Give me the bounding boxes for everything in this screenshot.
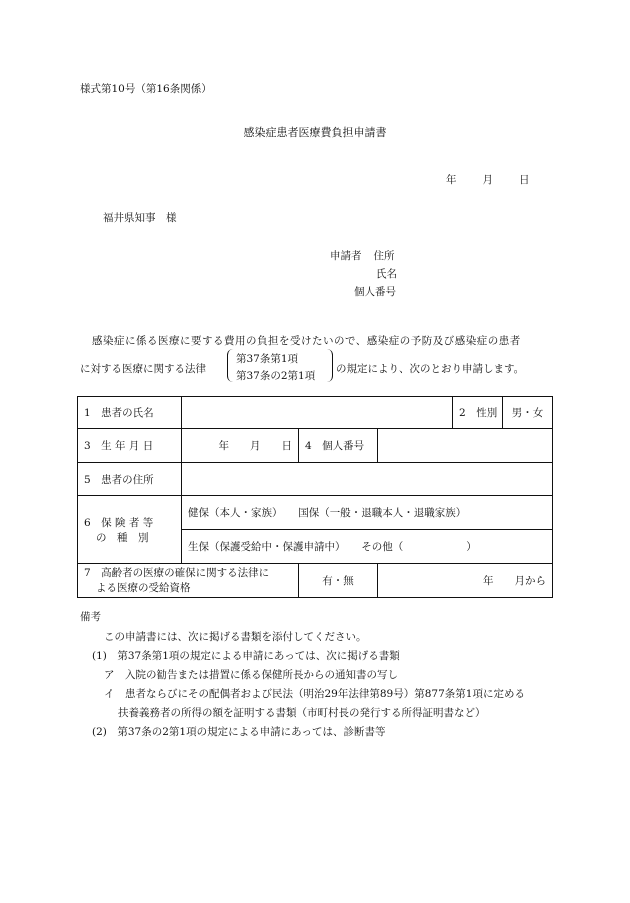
- notes-heading: 備考: [80, 611, 101, 623]
- dob-label: 3 生 年 月 日: [78, 429, 182, 463]
- patient-address-label: 5 患者の住所: [78, 463, 182, 496]
- personal-number-label: 4 個人番号: [299, 429, 378, 463]
- notes-item-1a: ア 入院の勧告または措置に係る保健所長からの通知書の写し: [104, 669, 398, 681]
- date-month: 月: [482, 174, 493, 186]
- personal-number-field[interactable]: [378, 429, 553, 463]
- application-table: [77, 396, 553, 598]
- elderly-care-label-line1: 7 高齢者の医療の確保に関する法律に: [84, 566, 270, 579]
- eligibility-from-date[interactable]: 年 月から: [378, 564, 553, 598]
- sex-choice[interactable]: 男・女: [503, 397, 553, 429]
- eligibility-choice[interactable]: 有・無: [299, 564, 378, 598]
- insurer-option-a[interactable]: 健保（本人・家族） 国保（一般・退職本人・退職家族）: [182, 496, 553, 530]
- applicant-address-line: [330, 248, 395, 263]
- intro-line-2-start: に対する医療に関する法律: [80, 363, 206, 375]
- applicant-label: 申請者: [330, 250, 362, 262]
- article-option-2: 第37条の2第1項: [236, 370, 316, 382]
- sex-label: 2 性別: [453, 397, 503, 429]
- intro-line-2-end: の規定により、次のとおり申請します。: [336, 363, 525, 375]
- patient-address-field[interactable]: [182, 463, 553, 496]
- notes-item-1: (1) 第37条第1項の規定による申請にあっては、次に掲げる書類: [92, 650, 400, 662]
- date-line: [446, 172, 530, 187]
- addressee: 福井県知事 様: [103, 212, 177, 224]
- applicant-name-label: 氏名: [376, 268, 397, 280]
- form-number: 様式第10号（第16条関係）: [80, 83, 212, 95]
- insurer-type-label-line1: 6 保 険 者 等: [84, 516, 154, 529]
- notes-intro: この申請書には、次に掲げる書類を添付してください。: [104, 631, 367, 643]
- insurer-type-label-line2: の 種 別: [96, 531, 149, 544]
- date-year: 年: [446, 174, 457, 186]
- table-row: [78, 496, 553, 530]
- article-option-1: 第37条第1項: [236, 353, 299, 365]
- table-row: [78, 429, 553, 463]
- intro-line-1: 感染症に係る医療に要する費用の負担を受けたいので、感染症の予防及び感染症の患者: [92, 335, 521, 347]
- elderly-care-label-line2: よる医療の受給資格: [96, 581, 191, 594]
- patient-name-field[interactable]: [182, 397, 453, 429]
- document-title: 感染症患者医療費負担申請書: [243, 126, 387, 139]
- insurer-option-b[interactable]: 生保（保護受給中・保護申請中） その他（ ）: [182, 530, 553, 564]
- applicant-address-label: 住所: [373, 250, 395, 262]
- notes-item-2: (2) 第37条の2第1項の規定による申請にあっては、診断書等: [92, 726, 386, 738]
- notes-item-1b-continued: 扶養義務者の所得の額を証明する書類（市町村長の発行する所得証明書など）: [118, 707, 486, 719]
- insurer-type-label: [78, 496, 182, 564]
- applicant-number-label: 個人番号: [354, 286, 396, 298]
- patient-name-label: 1 患者の氏名: [78, 397, 182, 429]
- table-row: [78, 397, 553, 429]
- table-row: [78, 463, 553, 496]
- notes-item-1b: イ 患者ならびにその配偶者および民法（明治29年法律第89号）第877条第1項に定める: [104, 688, 525, 700]
- date-day: 日: [519, 174, 530, 186]
- elderly-care-label: [78, 564, 299, 598]
- table-row: [78, 564, 553, 598]
- dob-field[interactable]: 年 月 日: [182, 429, 299, 463]
